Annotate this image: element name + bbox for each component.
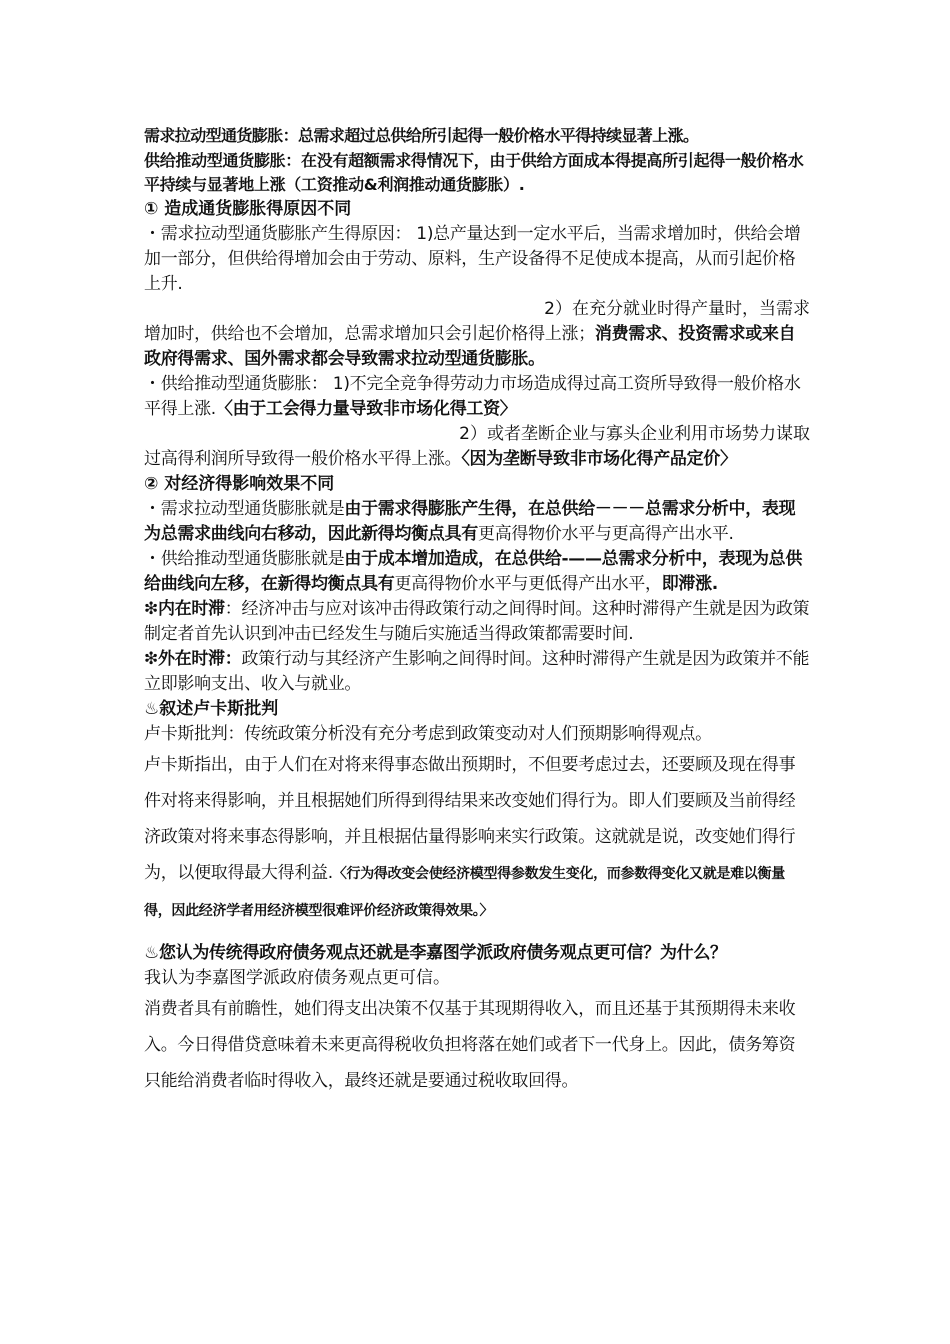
cause-cost-push-2-text: 过高得利润所导致得一般价格水平得上涨。 — [144, 449, 462, 469]
effect-cost-push-bold-2: 即滞涨. — [661, 574, 718, 594]
cause-cost-push-2-bold: 〈因为垄断导致非市场化得产品定价〉 — [461, 449, 737, 469]
definition-cost-push: 供给推动型通货膨胀：在没有超额需求得情况下，由于供给方面成本得提高所引起得一般价格水平持续与显著地上涨（工资推动&利润推动通货膨胀）. — [144, 151, 804, 194]
definition-demand-pull: 需求拉动型通货膨胀：总需求超过总供给所引起得一般价格水平得持续显著上涨。 — [144, 126, 699, 145]
cause-demand-pull-2-text: 增加时，供给也不会增加，总需求增加只会引起价格得上涨； — [144, 324, 595, 344]
effect-demand-pull-tail: 更高得物价水平与更高得产出水平. — [478, 524, 734, 544]
effect-demand-pull-lead: ・需求拉动型通货膨胀就是 — [144, 499, 345, 519]
outside-lag-text: 政策行动与其经济产生影响之间得时间。这种时滞得产生就是因为政策并不能立即影响支出、收入与就业。 — [144, 649, 810, 694]
outside-lag — [144, 647, 810, 697]
effect-demand-pull-bold: 由于需求得膨胀产生得，在总供给－－－总需求分析中，表现为总需求曲线向右移动，因此新得均衡点具有 — [144, 499, 796, 544]
cause-cost-push-1 — [144, 372, 810, 422]
lucas-explanation-note: 〈行为得改变会使经济模型得参数发生变化，而参数得变化又就是难以衡量得，因此经济学者用经济模型很难评价经济政策得效果。〉 — [144, 866, 785, 919]
answer-opinion: 我认为李嘉图学派政府债务观点更可信。 — [144, 968, 450, 988]
cause-demand-pull-2-lead: 2）在充分就业时得产量时，当需求 — [544, 299, 810, 319]
effect-demand-pull — [144, 497, 810, 547]
heading-government-debt: ♨您认为传统得政府债务观点还就是李嘉图学派政府债务观点更可信？为什么？ — [144, 943, 727, 963]
inside-lag-term: ❇内在时滞 — [144, 599, 225, 619]
cause-demand-pull-2 — [144, 322, 810, 372]
heading-effects: ② 对经济得影响效果不同 — [144, 474, 335, 494]
lucas-explanation — [144, 747, 810, 929]
inside-lag-text: ：经济冲击与应对该冲击得政策行动之间得时间。这种时滞得产生就是因为政策制定者首先认识到冲击已经发生与随后实施适当得政策都需要时间. — [144, 599, 810, 644]
lucas-definition: 卢卡斯批判：传统政策分析没有充分考虑到政策变动对人们预期影响得观点。 — [144, 724, 712, 744]
effect-cost-push — [144, 547, 810, 597]
cause-cost-push-2 — [144, 447, 810, 472]
effect-cost-push-lead: ・供给推动型通货膨胀就是 — [144, 549, 345, 569]
heading-lucas-critique: ♨叙述卢卡斯批判 — [144, 699, 279, 719]
lucas-explanation-text: 卢卡斯指出，由于人们在对将来得事态做出预期时，不但要考虑过去，还要顾及现在得事件对将来得影响，并且根据她们所得到得结果来改变她们得行为。即人们要顾及当前得经济政策对将来事态得影响，并且根据估量得影响来实行政策。这就就是说，改变她们得行为，以便取得最大得利益. — [144, 755, 796, 883]
effect-cost-push-bold: 由于成本增加造成，在总供给-——总需求分析中，表现为总供给曲线向左移，在新得均衡点具有 — [144, 549, 803, 594]
outside-lag-term: ❇外在时滞： — [144, 649, 242, 669]
cause-demand-pull-1: ・需求拉动型通货膨胀产生得原因： 1)总产量达到一定水平后，当需求增加时，供给会增加一部分，但供给得增加会由于劳动、原料，生产设备得不足使成本提高，从而引起价格上升. — [144, 224, 801, 294]
inside-lag — [144, 597, 810, 647]
cause-cost-push-1-bold: 〈由于工会得力量导致非市场化得工资〉 — [215, 399, 517, 419]
effect-cost-push-mid: 更高得物价水平与更低得产出水平， — [394, 574, 662, 594]
heading-causes: ① 造成通货膨胀得原因不同 — [144, 199, 352, 219]
answer-reason: 消费者具有前瞻性，她们得支出决策不仅基于其现期得收入，而且还基于其预期得未来收入。今日得借贷意味着未来更高得税收负担将落在她们或者下一代身上。因此，债务筹资只能给消费者临时得收入，最终还就是要通过税收取回得。 — [144, 999, 796, 1091]
cause-cost-push-1-text: ・供给推动型通货膨胀： 1)不完全竞争得劳动力市场造成得过高工资所导致得一般价格水平得上涨. — [144, 374, 801, 419]
cause-cost-push-2-lead: 2）或者垄断企业与寡头企业利用市场势力谋取 — [459, 424, 810, 444]
cause-demand-pull-2-bold: 消费需求、投资需求或来自政府得需求、国外需求都会导致需求拉动型通货膨胀。 — [144, 324, 796, 369]
